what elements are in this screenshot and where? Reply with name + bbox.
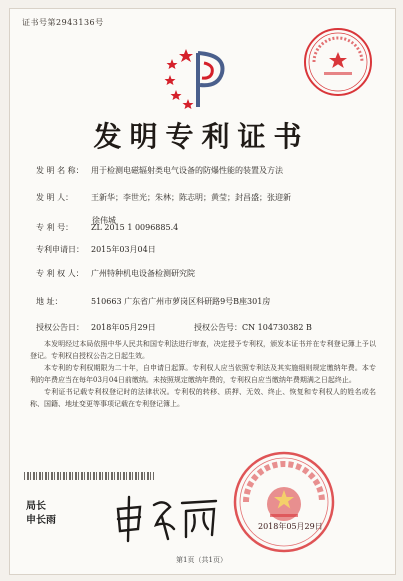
grant-number-value: CN 104730382 B [242, 323, 312, 332]
patent-number-row [36, 222, 178, 234]
patentee-value: 广州特种机电设备检测研究院 [91, 269, 195, 278]
body-paragraph: 专利证书记载专利权登记时的法律状况。专利权的转移、质押、无效、终止、恢复和专利权人的姓名或名称、国籍、地址变更等事项记载在专利登记簿上。 [30, 388, 376, 408]
filing-date-row [36, 244, 156, 256]
patentee-label: 专 利 权 人： [36, 269, 84, 278]
grant-date-row [36, 322, 156, 334]
top-right-seal-icon [302, 26, 374, 98]
grant-date-value: 2018年05月29日 [91, 323, 156, 332]
inventors-label: 发 明 人： [36, 193, 74, 202]
director-name-label: 申长雨 [26, 515, 56, 526]
address-value: 510663 广东省广州市萝岗区科研路9号B座301房 [91, 297, 271, 306]
grant-number-label: 授权公告号： [194, 323, 242, 332]
invention-name-label: 发 明 名 称： [36, 166, 84, 175]
inventors-value: 王新华；李世光；朱林；陈志明；黄莹；封昌盛；张迎新 [91, 193, 291, 202]
patent-number-label: 专 利 号： [36, 223, 74, 232]
invention-name-row [36, 165, 283, 177]
seal-date: 2018年05月29日 [258, 522, 323, 531]
patent-number-value: ZL 2015 1 0096885.4 [91, 223, 179, 232]
body-paragraph: 本发明经过本局依照中华人民共和国专利法进行审查，决定授予专利权，颁发本证书并在专利登记簿上予以登记。专利权自授权公告之日起生效。 [30, 340, 376, 360]
official-seal-icon [232, 450, 336, 554]
page-number: 第1页（共1页） [176, 556, 227, 564]
patentee-row [36, 268, 195, 280]
filing-date-label: 专利申请日： [36, 245, 84, 254]
body-paragraph: 本专利的专利权期限为二十年，自申请日起算。专利权人应当依照专利法及其实施细则规定缴纳年费。本专利的年费应当在每年03月04日前缴纳。未按照规定缴纳年费的，专利权自应当缴纳年费期满之日起终止。 [30, 364, 376, 384]
inventors-value-line2: 徐伟城 [92, 216, 116, 225]
certificate-title: 发明专利证书 [93, 120, 310, 153]
address-label: 地 址： [36, 297, 63, 306]
grant-date-label: 授权公告日： [36, 323, 84, 332]
director-title-label: 局长 [26, 501, 46, 512]
inventors-row [36, 192, 291, 204]
invention-name-value: 用于检测电磁辐射类电气设备的防爆性能的装置及方法 [91, 166, 283, 175]
patent-office-emblem-icon [152, 35, 242, 117]
certificate-number: 证书号第2943136号 [22, 18, 104, 27]
director-signature [112, 495, 222, 543]
filing-date-value: 2015年03月04日 [91, 245, 156, 254]
grant-number-row [194, 322, 312, 333]
certificate-body [30, 339, 376, 411]
address-row [36, 296, 270, 308]
barcode [24, 472, 154, 480]
